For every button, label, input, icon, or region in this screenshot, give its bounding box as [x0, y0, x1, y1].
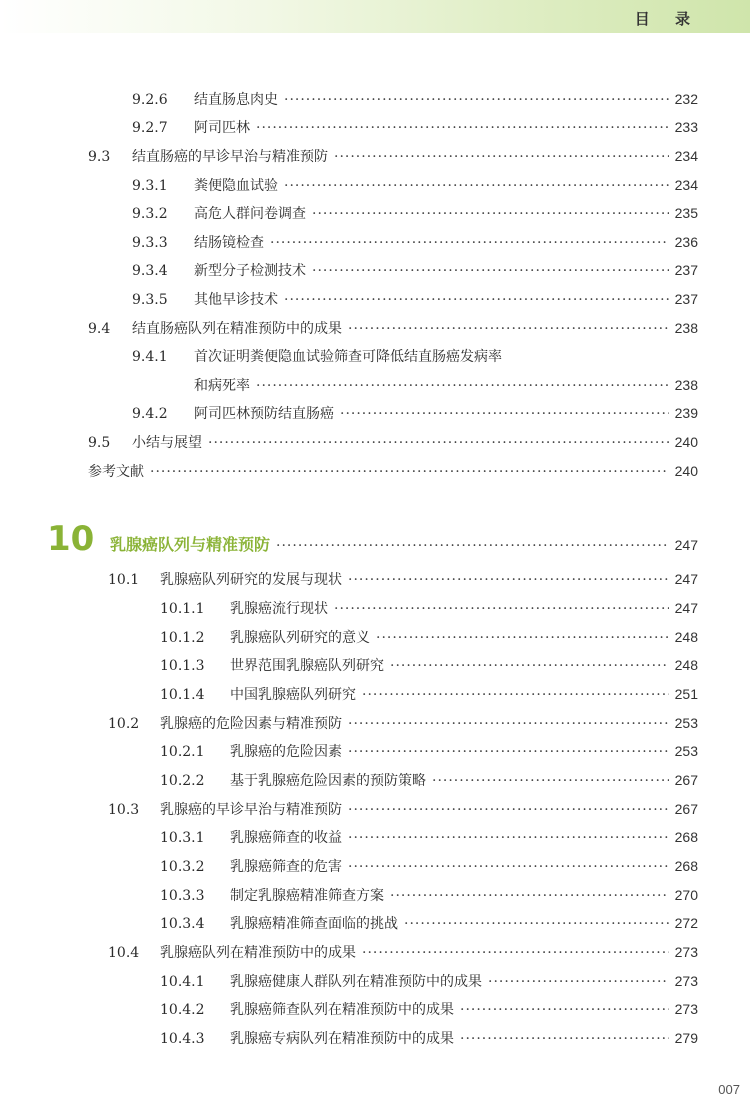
entry-title: 乳腺癌的危险因素 [230, 744, 342, 760]
chapter-entry[interactable] [110, 534, 698, 556]
dot-leader [460, 999, 669, 1021]
dot-leader [390, 885, 669, 907]
dot-leader [390, 655, 669, 677]
entry-number: 10.2.2 [160, 773, 205, 789]
toc-entry[interactable] [88, 460, 698, 482]
entry-number: 10.1.3 [160, 658, 205, 674]
toc-entry[interactable] [132, 202, 698, 224]
toc-entry[interactable] [108, 568, 698, 590]
entry-number: 10.3.1 [160, 830, 205, 846]
dot-leader [348, 318, 669, 340]
entry-title-continued: 和病死率 [194, 378, 250, 394]
dot-leader [334, 146, 669, 168]
entry-page: 232 [674, 91, 698, 107]
entry-number: 9.3.4 [132, 263, 168, 279]
header-title: 目 录 [634, 10, 700, 28]
entry-number: 9.3.2 [132, 206, 168, 222]
entry-page: 240 [674, 434, 698, 450]
chapter-title: 乳腺癌队列与精准预防 [110, 535, 271, 554]
entry-number: 10.1 [108, 572, 140, 588]
entry-page: 247 [674, 600, 698, 616]
entry-number: 10.4 [108, 945, 140, 961]
entry-page: 233 [674, 119, 698, 135]
entry-number: 10.3 [108, 802, 140, 818]
toc-entry[interactable] [88, 431, 698, 453]
toc-entry[interactable] [160, 826, 698, 848]
entry-page: 238 [674, 320, 698, 336]
entry-page: 272 [674, 915, 698, 931]
entry-number: 10.1.2 [160, 630, 205, 646]
entry-title: 中国乳腺癌队列研究 [230, 687, 356, 703]
entry-number: 9.5 [88, 435, 111, 451]
entry-page: 273 [674, 944, 698, 960]
toc-entry[interactable] [160, 683, 698, 705]
entry-number: 9.4.2 [132, 406, 168, 422]
entry-title: 其他早诊技术 [194, 292, 278, 308]
entry-title: 阿司匹林预防结直肠癌 [194, 406, 334, 422]
toc-entry[interactable] [132, 174, 698, 196]
entry-title: 乳腺癌队列在精准预防中的成果 [160, 945, 356, 961]
dot-leader [284, 175, 669, 197]
toc-entry[interactable] [160, 597, 698, 619]
dot-leader [312, 203, 669, 225]
entry-page: 253 [674, 743, 698, 759]
entry-title: 制定乳腺癌精准筛查方案 [230, 888, 384, 904]
entry-number: 10.3.2 [160, 859, 205, 875]
toc-entry[interactable] [132, 288, 698, 310]
entry-title: 乳腺癌流行现状 [230, 601, 328, 617]
dot-leader [334, 598, 669, 620]
dot-leader [348, 856, 669, 878]
entry-number: 9.3 [88, 149, 111, 165]
entry-page: 238 [674, 377, 698, 393]
entry-number: 10.2.1 [160, 744, 205, 760]
entry-page: 240 [674, 463, 698, 479]
entry-number: 9.3.1 [132, 178, 168, 194]
page-header [0, 0, 750, 33]
chapter-number: 10 [47, 519, 95, 559]
dot-leader [256, 117, 669, 139]
dot-leader [312, 260, 669, 282]
entry-page: 270 [674, 887, 698, 903]
toc-entry[interactable] [108, 798, 698, 820]
entry-title: 乳腺癌健康人群队列在精准预防中的成果 [230, 974, 482, 990]
entry-number: 10.4.2 [160, 1002, 205, 1018]
entry-title: 乳腺癌筛查的收益 [230, 830, 342, 846]
entry-title: 高危人群问卷调查 [194, 206, 306, 222]
entry-page: 253 [674, 715, 698, 731]
dot-leader [376, 627, 669, 649]
dot-leader [362, 942, 669, 964]
dot-leader [208, 432, 669, 454]
toc-entry-continuation[interactable] [194, 374, 698, 396]
entry-number: 10.1.4 [160, 687, 205, 703]
entry-page: 239 [674, 405, 698, 421]
dot-leader [362, 684, 669, 706]
entry-page: 247 [674, 571, 698, 587]
toc-entry[interactable] [132, 116, 698, 138]
entry-title: 世界范围乳腺癌队列研究 [230, 658, 384, 674]
entry-page: 267 [674, 801, 698, 817]
entry-title: 结直肠息肉史 [194, 92, 278, 108]
toc-entry[interactable] [132, 259, 698, 281]
dot-leader [276, 535, 669, 557]
entry-title: 乳腺癌筛查队列在精准预防中的成果 [230, 1002, 454, 1018]
entry-page: 251 [674, 686, 698, 702]
entry-number: 10.2 [108, 716, 140, 732]
toc-entry[interactable] [160, 654, 698, 676]
entry-title: 结直肠癌队列在精准预防中的成果 [132, 321, 342, 337]
dot-leader [348, 799, 669, 821]
toc-entry[interactable] [160, 970, 698, 992]
entry-page: 248 [674, 657, 698, 673]
toc-entry[interactable] [88, 317, 698, 339]
toc-entry[interactable] [160, 884, 698, 906]
entry-number: 10.4.3 [160, 1031, 205, 1047]
page-number: 007 [718, 1082, 740, 1097]
toc-entry[interactable] [108, 712, 698, 734]
entry-page: 268 [674, 829, 698, 845]
entry-title: 粪便隐血试验 [194, 178, 278, 194]
entry-title: 阿司匹林 [194, 120, 250, 136]
entry-page: 267 [674, 772, 698, 788]
toc-entry[interactable] [160, 769, 698, 791]
entry-page: 234 [674, 148, 698, 164]
entry-title: 参考文献 [88, 464, 144, 480]
entry-page: 237 [674, 262, 698, 278]
entry-page: 236 [674, 234, 698, 250]
entry-page: 273 [674, 1001, 698, 1017]
entry-title: 首次证明粪便隐血试验筛查可降低结直肠癌发病率 [194, 349, 502, 365]
entry-title: 乳腺癌专病队列在精准预防中的成果 [230, 1031, 454, 1047]
dot-leader [404, 913, 669, 935]
toc-entry[interactable] [160, 740, 698, 762]
entry-title: 新型分子检测技术 [194, 263, 306, 279]
toc-entry[interactable] [132, 231, 698, 253]
entry-number: 10.1.1 [160, 601, 205, 617]
dot-leader [270, 232, 669, 254]
toc-entry[interactable] [132, 402, 698, 424]
entry-number: 9.2.6 [132, 92, 168, 108]
entry-number: 10.3.3 [160, 888, 205, 904]
entry-title: 小结与展望 [132, 435, 202, 451]
entry-page: 235 [674, 205, 698, 221]
dot-leader [348, 713, 669, 735]
toc-entry[interactable] [160, 998, 698, 1020]
entry-title: 乳腺癌队列研究的发展与现状 [160, 572, 342, 588]
dot-leader [348, 569, 669, 591]
dot-leader [488, 971, 669, 993]
dot-leader [340, 403, 669, 425]
entry-title: 乳腺癌的危险因素与精准预防 [160, 716, 342, 732]
toc-entry[interactable] [160, 626, 698, 648]
entry-page: 234 [674, 177, 698, 193]
dot-leader [432, 770, 669, 792]
dot-leader [348, 827, 669, 849]
entry-title: 乳腺癌队列研究的意义 [230, 630, 370, 646]
entry-title: 结肠镜检查 [194, 235, 264, 251]
dot-leader [460, 1028, 669, 1050]
dot-leader [348, 741, 669, 763]
entry-title: 乳腺癌精准筛查面临的挑战 [230, 916, 398, 932]
entry-number: 9.2.7 [132, 120, 168, 136]
entry-number: 10.3.4 [160, 916, 205, 932]
dot-leader [150, 461, 669, 483]
entry-number: 10.4.1 [160, 974, 205, 990]
entry-title: 乳腺癌筛查的危害 [230, 859, 342, 875]
entry-number: 9.4.1 [132, 349, 168, 365]
entry-number: 9.3.3 [132, 235, 168, 251]
chapter-page: 247 [674, 537, 698, 553]
toc-entry[interactable] [132, 88, 698, 110]
entry-title: 结直肠癌的早诊早治与精准预防 [132, 149, 328, 165]
entry-title: 基于乳腺癌危险因素的预防策略 [230, 773, 426, 789]
entry-page: 268 [674, 858, 698, 874]
entry-page: 248 [674, 629, 698, 645]
entry-page: 237 [674, 291, 698, 307]
toc-entry-first-line[interactable] [132, 346, 502, 368]
toc-entry[interactable] [160, 855, 698, 877]
dot-leader [284, 89, 669, 111]
entry-number: 9.4 [88, 321, 111, 337]
toc-entry[interactable] [160, 1027, 698, 1049]
entry-page: 273 [674, 973, 698, 989]
dot-leader [284, 289, 669, 311]
entry-page: 279 [674, 1030, 698, 1046]
dot-leader [256, 375, 669, 397]
toc-entry[interactable] [160, 912, 698, 934]
entry-number: 9.3.5 [132, 292, 168, 308]
toc-entry[interactable] [108, 941, 698, 963]
entry-title: 乳腺癌的早诊早治与精准预防 [160, 802, 342, 818]
toc-entry[interactable] [88, 145, 698, 167]
